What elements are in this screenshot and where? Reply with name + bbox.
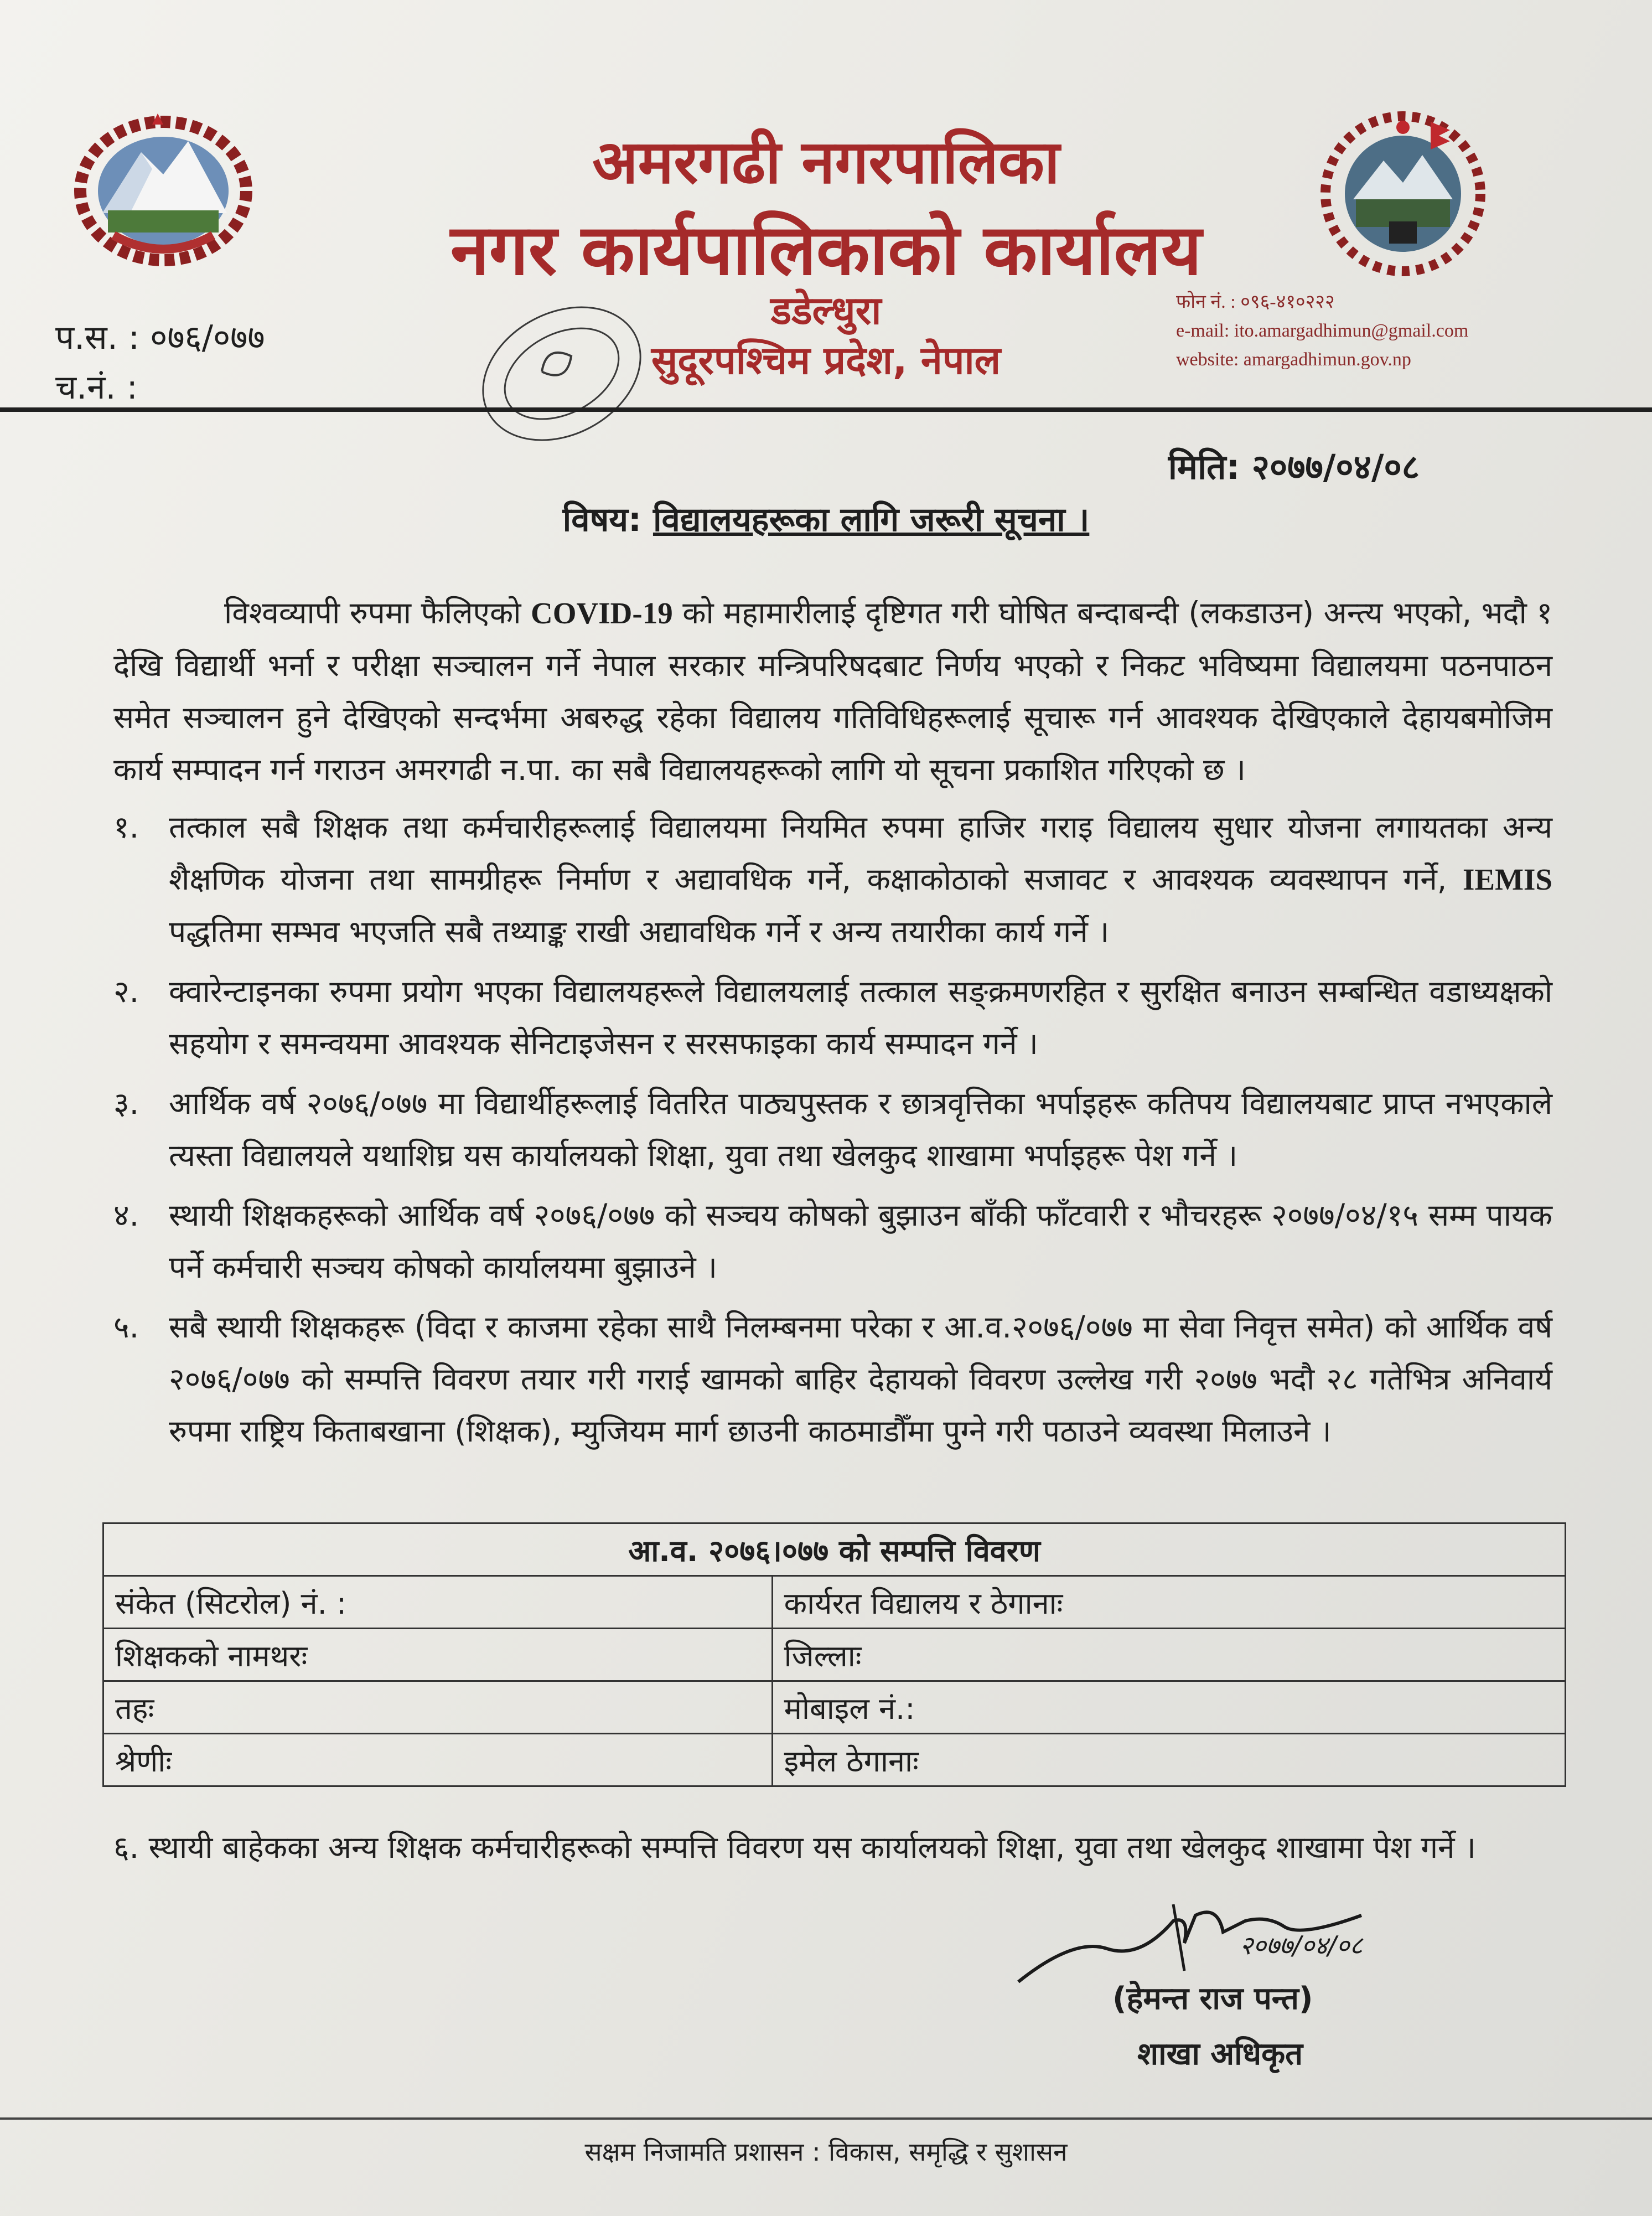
website-address: website: amargadhimun.gov.np xyxy=(1176,349,1411,370)
list-item xyxy=(113,1301,1552,1457)
notice-body xyxy=(113,587,1552,1465)
list-item xyxy=(113,1189,1552,1293)
item-number: ३. xyxy=(113,1086,139,1121)
table-cell: तहः xyxy=(103,1681,773,1734)
table-title: आ.व. २०७६।०७७ को सम्पत्ति विवरण xyxy=(103,1523,1566,1576)
intro-text-a: विश्वव्यापी रुपमा फैलिएको xyxy=(224,595,531,631)
footer-slogan: सक्षम निजामति प्रशासन : विकास, समृद्धि र सुशासन xyxy=(584,2137,1068,2167)
item-text: स्थायी शिक्षकहरूको आर्थिक वर्ष २०७६/०७७ को सञ्चय कोषको बुझाउन बाँकी फाँटवारी र भौचरहरू २०७७/०४/१५ सम्म पायक पर्ने कर्मचारी सञ्चय कोषको कार्यालयमा बुझाउने । xyxy=(169,1197,1552,1285)
contact-block xyxy=(1176,288,1468,374)
signature-date: २०७७/०४/०८ xyxy=(1240,1930,1363,1960)
item-number: ४. xyxy=(113,1197,139,1233)
table-cell: शिक्षकको नामथरः xyxy=(103,1629,773,1681)
table-cell: संकेत (सिटरोल) नं. : xyxy=(103,1576,773,1629)
ref-number: प.स. : ०७६/०७७ xyxy=(55,318,265,357)
intro-text-b: को महामारीलाई दृष्टिगत गरी घोषित बन्दाबन्दी (लकडाउन) अन्त्य भएको, भदौ १ देखि विद्यार्थी भर्ना र परीक्षा सञ्चालन गर्ने नेपाल सरकार मन्त्रिपरिषदबाट निर्णय भएको र निकट भविष्यमा विद्यालयमा पठनपाठन समेत सञ्चालन हुने देखिएको सन्दर्भमा अबरुद्ध रहेका विद्यालय गतिविधिहरूलाई सूचारू गर्न आवश्यक देखिएकाले देहायबमोजिम कार्य सम्पादन गर्न गराउन अमरगढी न.पा. का सबै विद्यालयहरूको लागि यो सूचना प्रकाशित गरिएको छ । xyxy=(113,595,1552,787)
dispatch-number: च.नं. : xyxy=(55,368,138,407)
table-row xyxy=(103,1576,1566,1629)
table-cell: मोबाइल नं.: xyxy=(772,1681,1565,1734)
district-name: डडेल्धुरा xyxy=(770,288,882,333)
list-item xyxy=(113,801,1552,958)
table-row xyxy=(103,1681,1566,1734)
notice-date: मिति: २०७७/०४/०८ xyxy=(1168,447,1420,487)
asset-details-table xyxy=(102,1522,1566,1787)
instruction-list xyxy=(113,801,1552,1457)
table-row xyxy=(103,1629,1566,1681)
list-item xyxy=(113,1077,1552,1181)
table-row xyxy=(103,1734,1566,1786)
table-cell: श्रेणीः xyxy=(103,1734,773,1786)
item-text: सबै स्थायी शिक्षकहरू (विदा र काजमा रहेका साथै निलम्बनमा परेका र आ.व.२०७६/०७७ मा सेवा निवृत्त समेत) को आर्थिक वर्ष २०७६/०७७ को सम्पत्ति विवरण तयार गरी गराई खामको बाहिर देहायको विवरण उल्लेख गरी २०७७ भदौ २८ गतेभित्र अनिवार्य रुपमा राष्ट्रिय किताबखाना (शिक्षक), म्युजियम मार्ग छाउनी काठमाडौँमा पुग्ने गरी पठाउने व्यवस्था मिलाउने । xyxy=(169,1309,1552,1449)
province-name: सुदूरपश्चिम प्रदेश, नेपाल xyxy=(651,338,1001,383)
item-text: स्थायी बाहेकका अन्य शिक्षक कर्मचारीहरूको सम्पत्ति विवरण यस कार्यालयको शिक्षा, युवा तथा खेलकुद शाखामा पेश गर्ने । xyxy=(148,1830,1476,1865)
header-divider xyxy=(0,407,1652,412)
item-text: क्वारेन्टाइनका रुपमा प्रयोग भएका विद्यालयहरूले विद्यालयलाई तत्काल सङ्क्रमणरहित र सुरक्षित बनाउन सम्बन्धित वडाध्यक्षको सहयोग र समन्वयमा आवश्यक सेनिटाइजेसन र सरसफाइका कार्य सम्पादन गर्ने । xyxy=(169,974,1552,1061)
reference-block xyxy=(55,313,265,412)
item-text: तत्काल सबै शिक्षक तथा कर्मचारीहरूलाई विद्यालयमा नियमित रुपमा हाजिर गराइ विद्यालय सुधार योजना लगायतका अन्य शैक्षणिक योजना तथा सामग्रीहरू निर्माण र अद्यावधिक गर्ने, कक्षाकोठाको सजावट र आवश्यक व्यवस्थापन गर्ने, IEMIS पद्धतिमा सम्भव भएजति सबै तथ्याङ्क राखी अद्यावधिक गर्ने र अन्य तयारीका कार्य गर्ने । xyxy=(169,809,1552,949)
office-name: नगर कार्यपालिकाको कार्यालय xyxy=(450,209,1202,291)
email-address: e-mail: ito.amargadhimun@gmail.com xyxy=(1176,321,1469,341)
municipality-name: अमरगढी नगरपालिका xyxy=(592,128,1060,197)
list-item-6 xyxy=(113,1821,1552,1873)
item-number: ५. xyxy=(113,1309,139,1345)
notice-subject xyxy=(0,495,1652,541)
table-cell: इमेल ठेगानाः xyxy=(772,1734,1565,1786)
item-text: आर्थिक वर्ष २०७६/०७७ मा विद्यार्थीहरूलाई वितरित पाठ्यपुस्तक र छात्रवृत्तिका भर्पाइहरू कतिपय विद्यालयबाट प्राप्त नभएकाले त्यस्ता विद्यालयले यथाशिघ्र यस कार्यालयको शिक्षा, युवा तथा खेलकुद शाखामा भर्पाइहरू पेश गर्ने । xyxy=(169,1086,1552,1173)
office-seal-stamp-icon xyxy=(468,291,656,457)
phone-number: फोन नं. : ०९६-४१०२२२ xyxy=(1176,292,1335,312)
subject-label: विषय: xyxy=(562,500,642,539)
table-header-row xyxy=(103,1523,1566,1576)
list-item xyxy=(113,965,1552,1070)
table-cell: कार्यरत विद्यालय र ठेगानाः xyxy=(772,1576,1565,1629)
footer-divider xyxy=(0,2117,1652,2120)
signer-name: (हेमन्त राज पन्त) xyxy=(1112,1981,1313,2017)
item-number: ६. xyxy=(113,1830,139,1865)
intro-covid-term: COVID-19 xyxy=(531,596,673,630)
item-number: २. xyxy=(113,974,139,1009)
item-number: १. xyxy=(113,809,139,845)
intro-paragraph xyxy=(113,587,1552,796)
signer-title: शाखा अधिकृत xyxy=(1137,2036,1303,2072)
subject-text: विद्यालयहरूका लागि जरूरी सूचना । xyxy=(652,500,1090,539)
table-cell: जिल्लाः xyxy=(772,1629,1565,1681)
